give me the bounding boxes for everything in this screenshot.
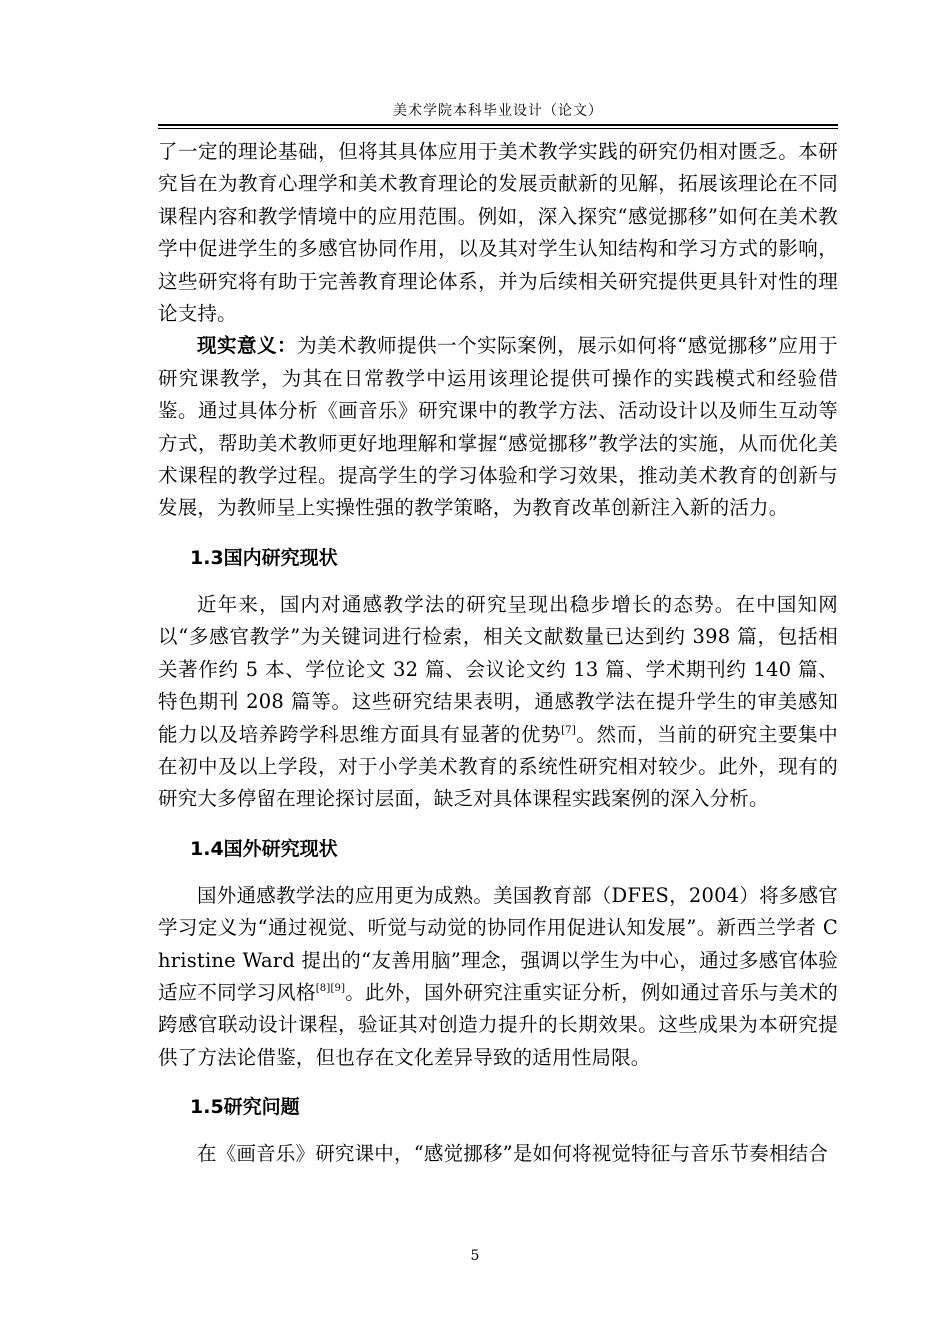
- foreign-research-text-a: 国外通感教学法的应用更为成熟。美国教育部（DFES，2004）将多感官学习定义为“通过视觉、听觉与动觉的协同作用促进认知发展”。新西兰学者 Christine Ward 提出的“友善用脑”理念，强调以学生为中心，通过多感官体验适应不同学习风格: [158, 883, 838, 1004]
- domestic-research-text-b: 。然而，当前的研究主要集中在初中及以上学段，对于小学美术教育的系统性研究相对较少。此外，现有的研究大多停留在理论探讨层面，缺乏对具体课程实践案例的深入分析。: [158, 722, 838, 811]
- paragraph-research-question: 在《画音乐》研究课中，“感觉挪移”是如何将视觉特征与音乐节奏相结合: [197, 1142, 829, 1166]
- practical-significance-text: 为美术教师提供一个实际案例，展示如何将“感觉挪移”应用于研究课教学，为其在日常教学中运用该理论提供可操作的实践模式和经验借鉴。通过具体分析《画音乐》研究课中的教学方法、活动设计以及师生互动等方式，帮助美术教师更好地理解和掌握“感觉挪移”教学法的实施，从而优化美术课程的教学过程。提高学生的学习体验和学习效果，推动美术教育的创新与发展，为教师呈上实操性强的教学策略，为教育改革创新注入新的活力。: [158, 334, 838, 520]
- paragraph-practical-significance: [158, 330, 838, 524]
- running-header: 美术学院本科毕业设计（论文）: [393, 103, 603, 119]
- paragraph-domestic-research: [158, 589, 838, 816]
- paragraph-theoretical-significance: 了一定的理论基础，但将其具体应用于美术教学实践的研究仍相对匮乏。本研究旨在为教育心理学和美术教育理论的发展贡献新的见解，拓展该理论在不同课程内容和教学情境中的应用范围。例如，深入探究“感觉挪移”如何在美术教学中促进学生的多感官协同作用，以及其对学生认知结构和学习方式的影响，这些研究将有助于完善教育理论体系，并为后续相关研究提供更具针对性的理论支持。: [158, 140, 838, 326]
- paragraph-foreign-research: [158, 880, 838, 1074]
- section-heading-1-5: 1.5研究问题: [190, 1096, 300, 1119]
- page-number: 5: [470, 1248, 480, 1264]
- foreign-research-text-b: 。此外，国外研究注重实证分析，例如通过音乐与美术的跨感官联动设计课程，验证其对创造力提升的长期效果。这些成果为本研究提供了方法论借鉴，但也存在文化差异导致的适用性局限。: [158, 980, 838, 1069]
- section-heading-1-3: 1.3国内研究现状: [190, 546, 338, 569]
- body-text: [158, 136, 838, 1171]
- practical-significance-label: 现实意义：: [197, 334, 298, 358]
- domestic-research-text-a: 近年来，国内对通感教学法的研究呈现出稳步增长的态势。在中国知网以“多感官教学”为关键词进行检索，相关文献数量已达到约 398 篇，包括相关著作约 5 本、学位论文 32 篇、会议论文约 13 篇、学术期刊约 140 篇、特色期刊 208 篇等。这些研究结果表明，通感教学法在提升学生的审美感知能力以及培养跨学科思维方面具有显著的优势: [158, 592, 838, 746]
- section-heading-1-4: 1.4国外研究现状: [190, 837, 338, 860]
- citation-8-9: [8][9]: [315, 982, 346, 994]
- citation-7: [7]: [561, 724, 576, 736]
- header-rule-thick: [158, 124, 838, 126]
- header-rule-thin: [158, 128, 838, 129]
